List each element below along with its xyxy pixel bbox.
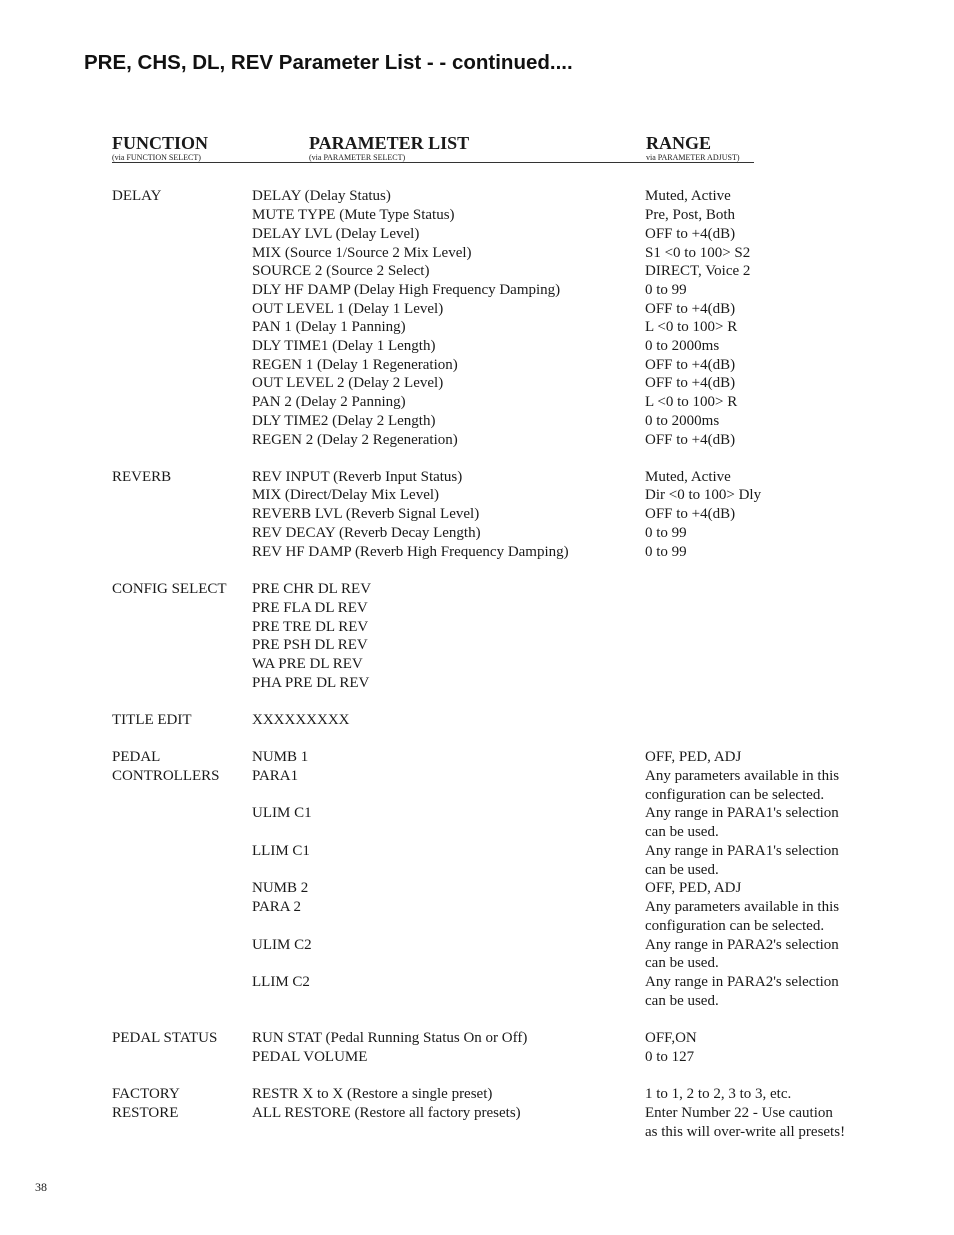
range-cell: Any parameters available in this (645, 768, 840, 784)
range-cell: can be used. (645, 993, 719, 1009)
range-cell: Any parameters available in this (645, 899, 840, 915)
range-cell: 0 to 99 (645, 544, 687, 560)
page-number: 38 (35, 1180, 47, 1194)
range-cell: Muted, Active (645, 469, 731, 485)
function-cell: RESTORE (112, 1105, 179, 1121)
range-cell: as this will over-write all presets! (645, 1124, 846, 1140)
parameter-cell: PRE CHR DL REV (252, 581, 372, 597)
function-cell: PEDAL (112, 749, 161, 765)
range-column-subheader: via PARAMETER ADJUST) (646, 153, 740, 162)
parameter-column-subheader: (via PARAMETER SELECT) (309, 153, 406, 162)
parameter-cell: REV HF DAMP (Reverb High Frequency Damping) (252, 544, 569, 560)
range-cell: S1 <0 to 100> S2 (645, 245, 751, 261)
range-cell: OFF, PED, ADJ (645, 880, 742, 896)
parameter-cell: ULIM C1 (252, 805, 312, 821)
range-cell: Pre, Post, Both (645, 207, 736, 223)
range-cell: 1 to 1, 2 to 2, 3 to 3, etc. (645, 1086, 792, 1102)
parameter-cell: XXXXXXXXX (252, 712, 350, 728)
range-cell: OFF to +4(dB) (645, 375, 736, 391)
parameter-cell: ULIM C2 (252, 937, 312, 953)
parameter-cell: REGEN 2 (Delay 2 Regeneration) (252, 432, 458, 448)
range-cell: Muted, Active (645, 188, 731, 204)
range-cell: 0 to 2000ms (645, 413, 720, 429)
function-column-header: FUNCTION (112, 133, 209, 153)
function-cell: TITLE EDIT (112, 712, 192, 728)
range-cell: OFF to +4(dB) (645, 301, 736, 317)
range-cell: can be used. (645, 955, 719, 971)
range-cell: 0 to 127 (645, 1049, 695, 1065)
parameter-cell: PRE TRE DL REV (252, 619, 369, 635)
parameter-cell: PAN 2 (Delay 2 Panning) (252, 394, 406, 410)
range-cell: DIRECT, Voice 2 (645, 263, 751, 279)
parameter-cell: LLIM C2 (252, 974, 310, 990)
range-cell: 0 to 99 (645, 282, 687, 298)
function-cell: CONFIG SELECT (112, 581, 227, 597)
parameter-cell: LLIM C1 (252, 843, 310, 859)
range-cell: 0 to 99 (645, 525, 687, 541)
range-cell: OFF to +4(dB) (645, 226, 736, 242)
parameter-cell: MIX (Source 1/Source 2 Mix Level) (252, 245, 472, 261)
range-cell: configuration can be selected. (645, 787, 825, 803)
range-cell: Any range in PARA2's selection (645, 937, 839, 953)
parameter-cell: PHA PRE DL REV (252, 675, 370, 691)
parameter-cell: SOURCE 2 (Source 2 Select) (252, 263, 430, 279)
range-cell: OFF, PED, ADJ (645, 749, 742, 765)
parameter-cell: RESTR X to X (Restore a single preset) (252, 1086, 493, 1102)
parameter-cell: NUMB 1 (252, 749, 309, 765)
parameter-cell: MIX (Direct/Delay Mix Level) (252, 487, 440, 503)
parameter-cell: PRE FLA DL REV (252, 600, 368, 616)
parameter-cell: DLY TIME2 (Delay 2 Length) (252, 413, 436, 429)
parameter-cell: PEDAL VOLUME (252, 1049, 368, 1065)
page-title: PRE, CHS, DL, REV Parameter List - - continued.... (84, 51, 573, 74)
range-cell: OFF,ON (645, 1030, 697, 1046)
range-cell: Any range in PARA1's selection (645, 805, 839, 821)
range-column-header: RANGE (646, 133, 712, 153)
parameter-cell: REGEN 1 (Delay 1 Regeneration) (252, 357, 458, 373)
parameter-cell: REV INPUT (Reverb Input Status) (252, 469, 463, 485)
range-cell: OFF to +4(dB) (645, 357, 736, 373)
range-cell: Any range in PARA2's selection (645, 974, 839, 990)
function-column-subheader: (via FUNCTION SELECT) (112, 153, 201, 162)
range-cell: 0 to 2000ms (645, 338, 720, 354)
range-cell: can be used. (645, 824, 719, 840)
function-cell: DELAY (112, 188, 162, 204)
parameter-cell: DLY HF DAMP (Delay High Frequency Damping) (252, 282, 561, 298)
function-cell: PEDAL STATUS (112, 1030, 218, 1046)
parameter-cell: OUT LEVEL 2 (Delay 2 Level) (252, 375, 444, 391)
parameter-cell: REV DECAY (Reverb Decay Length) (252, 525, 481, 541)
range-cell: configuration can be selected. (645, 918, 825, 934)
parameter-cell: PARA 2 (252, 899, 302, 915)
parameter-column-header: PARAMETER LIST (309, 133, 470, 153)
range-cell: can be used. (645, 862, 719, 878)
range-cell: OFF to +4(dB) (645, 432, 736, 448)
range-cell: Enter Number 22 - Use caution (645, 1105, 833, 1121)
parameter-cell: DLY TIME1 (Delay 1 Length) (252, 338, 436, 354)
range-cell: L <0 to 100> R (645, 319, 738, 335)
range-cell: Dir <0 to 100> Dly (645, 487, 762, 503)
range-cell: L <0 to 100> R (645, 394, 738, 410)
function-cell: REVERB (112, 469, 172, 485)
parameter-cell: NUMB 2 (252, 880, 309, 896)
parameter-cell: RUN STAT (Pedal Running Status On or Off) (252, 1030, 528, 1046)
parameter-cell: DELAY LVL (Delay Level) (252, 226, 420, 242)
parameter-cell: OUT LEVEL 1 (Delay 1 Level) (252, 301, 444, 317)
parameter-cell: PARA1 (252, 768, 299, 784)
parameter-cell: MUTE TYPE (Mute Type Status) (252, 207, 455, 223)
range-cell: Any range in PARA1's selection (645, 843, 839, 859)
parameter-cell: ALL RESTORE (Restore all factory presets) (252, 1105, 521, 1121)
function-cell: FACTORY (112, 1086, 180, 1102)
function-cell: CONTROLLERS (112, 768, 220, 784)
parameter-cell: PAN 1 (Delay 1 Panning) (252, 319, 406, 335)
parameter-cell: WA PRE DL REV (252, 656, 363, 672)
parameter-cell: PRE PSH DL REV (252, 637, 368, 653)
parameter-cell: DELAY (Delay Status) (252, 188, 391, 204)
range-cell: OFF to +4(dB) (645, 506, 736, 522)
parameter-cell: REVERB LVL (Reverb Signal Level) (252, 506, 480, 522)
